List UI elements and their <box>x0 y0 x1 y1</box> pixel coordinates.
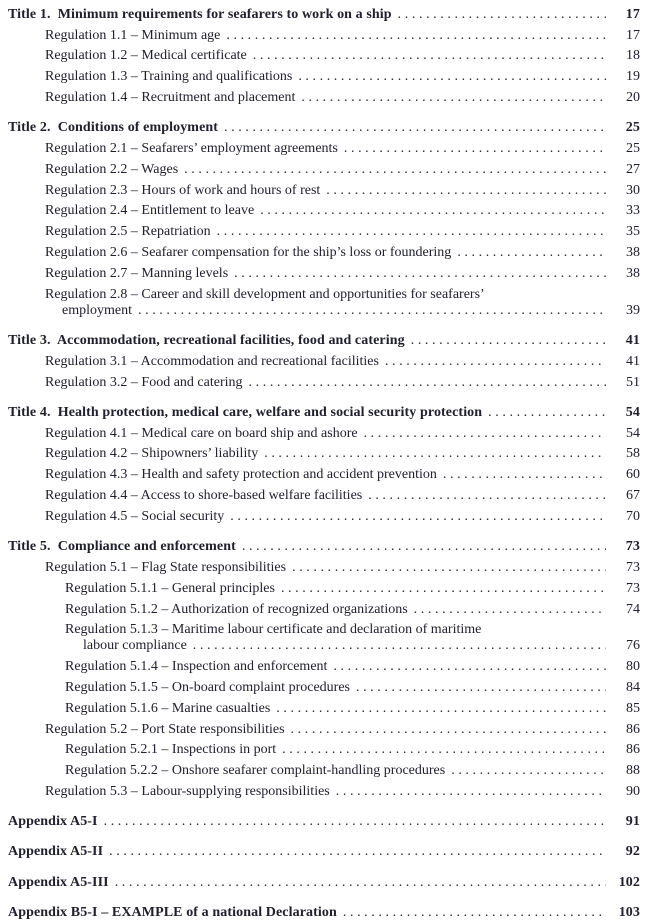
page-number: 20 <box>626 89 640 105</box>
dot-leader <box>282 742 606 758</box>
dot-leader <box>291 722 606 738</box>
dot-leader <box>301 90 606 106</box>
dot-leader <box>364 426 606 442</box>
toc-entry <box>8 354 640 370</box>
toc-entry <box>8 814 640 830</box>
page-number: 38 <box>626 265 640 281</box>
toc-entry-label: Regulation 1.1 – Minimum age <box>45 27 221 43</box>
toc-entry-label: Appendix B5-I – EXAMPLE of a national Declaration <box>8 905 337 921</box>
toc-entry-label: labour compliance <box>83 638 187 654</box>
toc-entry-label: Regulation 5.1.6 – Marine casualties <box>65 700 271 716</box>
dot-leader <box>281 581 606 597</box>
page-number: 73 <box>626 559 640 575</box>
toc-entry <box>8 560 640 576</box>
dot-leader <box>457 245 606 261</box>
dot-leader <box>276 701 606 717</box>
page-number: 88 <box>626 763 640 779</box>
toc-entry <box>8 266 640 282</box>
toc-entry <box>8 141 640 157</box>
toc-entry-label: Regulation 5.1.1 – General principles <box>65 580 275 596</box>
toc-entry-label: Appendix A5-III <box>8 874 109 890</box>
toc-entry <box>8 742 640 758</box>
toc-entry-label: Regulation 2.5 – Repatriation <box>45 224 211 240</box>
dot-leader <box>226 28 606 44</box>
toc-entry-label: employment <box>62 302 132 318</box>
dot-leader <box>343 905 606 921</box>
toc-entry <box>8 763 640 779</box>
page-number: 102 <box>618 874 640 890</box>
toc-entry <box>8 680 640 696</box>
page-number: 58 <box>626 446 640 462</box>
toc-entry-label: Regulation 2.8 – Career and skill development and opportunities for seafarers’ <box>45 286 485 302</box>
toc-entry-label: Regulation 2.6 – Seafarer compensation for the ship’s loss or foundering <box>45 245 452 261</box>
toc-entry <box>8 722 640 738</box>
toc-entry-label: Regulation 5.1.5 – On-board complaint procedures <box>65 679 350 695</box>
toc-entry-label: Regulation 4.2 – Shipowners’ liability <box>45 446 259 462</box>
toc-entry-label: Regulation 3.1 – Accommodation and recreational facilities <box>45 353 379 369</box>
page-number: 25 <box>626 141 640 157</box>
page-number: 73 <box>626 580 640 596</box>
toc-entry <box>8 701 640 717</box>
toc-entry <box>8 659 640 675</box>
toc-entry-label: Regulation 2.1 – Seafarers’ employment agreements <box>45 141 338 157</box>
dot-leader <box>488 405 606 421</box>
toc-entry <box>8 844 640 860</box>
page-number: 54 <box>626 425 640 441</box>
toc-entry-label: Regulation 5.1.4 – Inspection and enforcement <box>65 659 328 675</box>
dot-leader <box>230 509 606 525</box>
toc-entry <box>8 446 640 462</box>
toc-entry <box>8 375 640 391</box>
page-number: 67 <box>626 488 640 504</box>
toc-entry <box>8 28 640 44</box>
page-number: 84 <box>626 679 640 695</box>
dot-leader <box>333 659 606 675</box>
page-number: 91 <box>625 814 640 830</box>
page-number: 30 <box>626 182 640 198</box>
dot-leader <box>217 224 606 240</box>
toc-entry <box>8 48 640 64</box>
toc-entry <box>8 602 640 618</box>
toc-entry-label: Title 3. Accommodation, recreational facilities, food and catering <box>8 332 405 348</box>
dot-leader <box>292 560 606 576</box>
toc-entry-label: Regulation 4.4 – Access to shore-based welfare facilities <box>45 488 363 504</box>
dot-leader <box>242 539 606 555</box>
toc-entry-label: Title 1. Minimum requirements for seafarers to work on a ship <box>8 6 392 22</box>
toc-entry-label: Regulation 5.3 – Labour-supplying responsibilities <box>45 783 330 799</box>
dot-leader <box>411 333 606 349</box>
toc-entry-label: Regulation 1.2 – Medical certificate <box>45 48 247 64</box>
page-number: 41 <box>625 332 640 348</box>
toc-entry-label: Regulation 3.2 – Food and catering <box>45 374 243 390</box>
page-number: 17 <box>626 27 640 43</box>
toc-entry <box>8 488 640 504</box>
page-number: 51 <box>626 374 640 390</box>
dot-leader <box>184 162 606 178</box>
page-number: 80 <box>626 659 640 675</box>
toc-entry <box>8 622 640 638</box>
page-number: 86 <box>626 742 640 758</box>
toc-entry <box>8 245 640 261</box>
page-number: 35 <box>626 224 640 240</box>
page-number: 74 <box>626 601 640 617</box>
page-number: 18 <box>626 48 640 64</box>
toc-entry-label: Regulation 5.1.3 – Maritime labour certificate and declaration of maritime <box>65 622 482 638</box>
page-number: 41 <box>626 353 640 369</box>
page-number: 76 <box>626 638 640 654</box>
toc-entry-label: Title 2. Conditions of employment <box>8 120 219 136</box>
toc-entry <box>8 405 640 421</box>
dot-leader <box>104 814 606 830</box>
dot-leader <box>234 266 606 282</box>
toc-entry <box>8 183 640 199</box>
toc-entry <box>8 905 640 921</box>
dot-leader <box>398 7 606 23</box>
toc-entry-label: Regulation 1.4 – Recruitment and placement <box>45 89 296 105</box>
toc-entry <box>8 509 640 525</box>
toc-entry-label: Regulation 5.2.1 – Inspections in port <box>65 742 277 758</box>
page-number: 73 <box>625 539 640 555</box>
page-number: 38 <box>626 245 640 261</box>
dot-leader <box>356 680 606 696</box>
dot-leader <box>451 763 606 779</box>
toc-entry <box>8 426 640 442</box>
dot-leader <box>253 48 606 64</box>
page-number: 54 <box>625 404 640 420</box>
dot-leader <box>443 467 606 483</box>
toc-entry-label: Regulation 5.2.2 – Onshore seafarer complaint-handling procedures <box>65 763 446 779</box>
page-number: 33 <box>626 203 640 219</box>
toc-entry-label: Title 4. Health protection, medical care, welfare and social security protection <box>8 404 483 420</box>
dot-leader <box>138 303 606 319</box>
page-number: 17 <box>625 6 640 22</box>
page-number: 60 <box>626 467 640 483</box>
toc-entry-continuation <box>8 303 640 319</box>
dot-leader <box>326 183 606 199</box>
toc-entry-label: Regulation 5.1.2 – Authorization of recognized organizations <box>65 601 408 617</box>
dot-leader <box>193 638 606 654</box>
toc-entry-label: Regulation 1.3 – Training and qualifications <box>45 69 293 85</box>
dot-leader <box>414 602 606 618</box>
toc-entry-label: Title 5. Compliance and enforcement <box>8 539 236 555</box>
toc-entry <box>8 784 640 800</box>
dot-leader <box>385 354 606 370</box>
toc-entry <box>8 7 640 23</box>
toc-entry <box>8 69 640 85</box>
toc-entry <box>8 203 640 219</box>
toc-entry-label: Regulation 5.1 – Flag State responsibilities <box>45 559 287 575</box>
dot-leader <box>264 446 606 462</box>
toc-entry <box>8 224 640 240</box>
page-number: 103 <box>618 905 640 921</box>
toc-entry-label: Regulation 2.3 – Hours of work and hours of rest <box>45 182 321 198</box>
toc-entry <box>8 581 640 597</box>
page-number: 19 <box>626 69 640 85</box>
page-number: 27 <box>626 161 640 177</box>
dot-leader <box>109 844 606 860</box>
toc-entry <box>8 90 640 106</box>
toc-entry-label: Regulation 4.1 – Medical care on board ship and ashore <box>45 425 358 441</box>
page-number: 92 <box>625 844 640 860</box>
dot-leader <box>298 69 606 85</box>
toc-entry-label: Regulation 4.5 – Social security <box>45 508 225 524</box>
toc-entry <box>8 287 640 303</box>
toc-entry-label: Regulation 2.4 – Entitlement to leave <box>45 203 255 219</box>
page-number: 70 <box>626 508 640 524</box>
page-number: 39 <box>626 302 640 318</box>
dot-leader <box>260 203 606 219</box>
toc-entry-label: Regulation 2.2 – Wages <box>45 161 179 177</box>
dot-leader <box>336 784 606 800</box>
toc-entry-label: Regulation 4.3 – Health and safety protection and accident prevention <box>45 467 437 483</box>
toc-entry-label: Appendix A5-II <box>8 844 104 860</box>
toc-entry <box>8 120 640 136</box>
toc-entry <box>8 467 640 483</box>
dot-leader <box>115 875 606 891</box>
toc-entry <box>8 333 640 349</box>
toc-entry-label: Regulation 5.2 – Port State responsibilities <box>45 721 285 737</box>
toc-entry-label: Regulation 2.7 – Manning levels <box>45 265 229 281</box>
toc-entry-label: Appendix A5-I <box>8 814 98 830</box>
dot-leader <box>368 488 606 504</box>
page-number: 85 <box>626 700 640 716</box>
page-number: 86 <box>626 721 640 737</box>
page-number: 90 <box>626 783 640 799</box>
dot-leader <box>344 141 606 157</box>
page-number: 25 <box>625 120 640 136</box>
toc-entry <box>8 875 640 891</box>
toc-entry <box>8 539 640 555</box>
dot-leader <box>249 375 606 391</box>
toc-entry <box>8 162 640 178</box>
toc-entry-continuation <box>8 638 640 654</box>
dot-leader <box>224 120 606 136</box>
